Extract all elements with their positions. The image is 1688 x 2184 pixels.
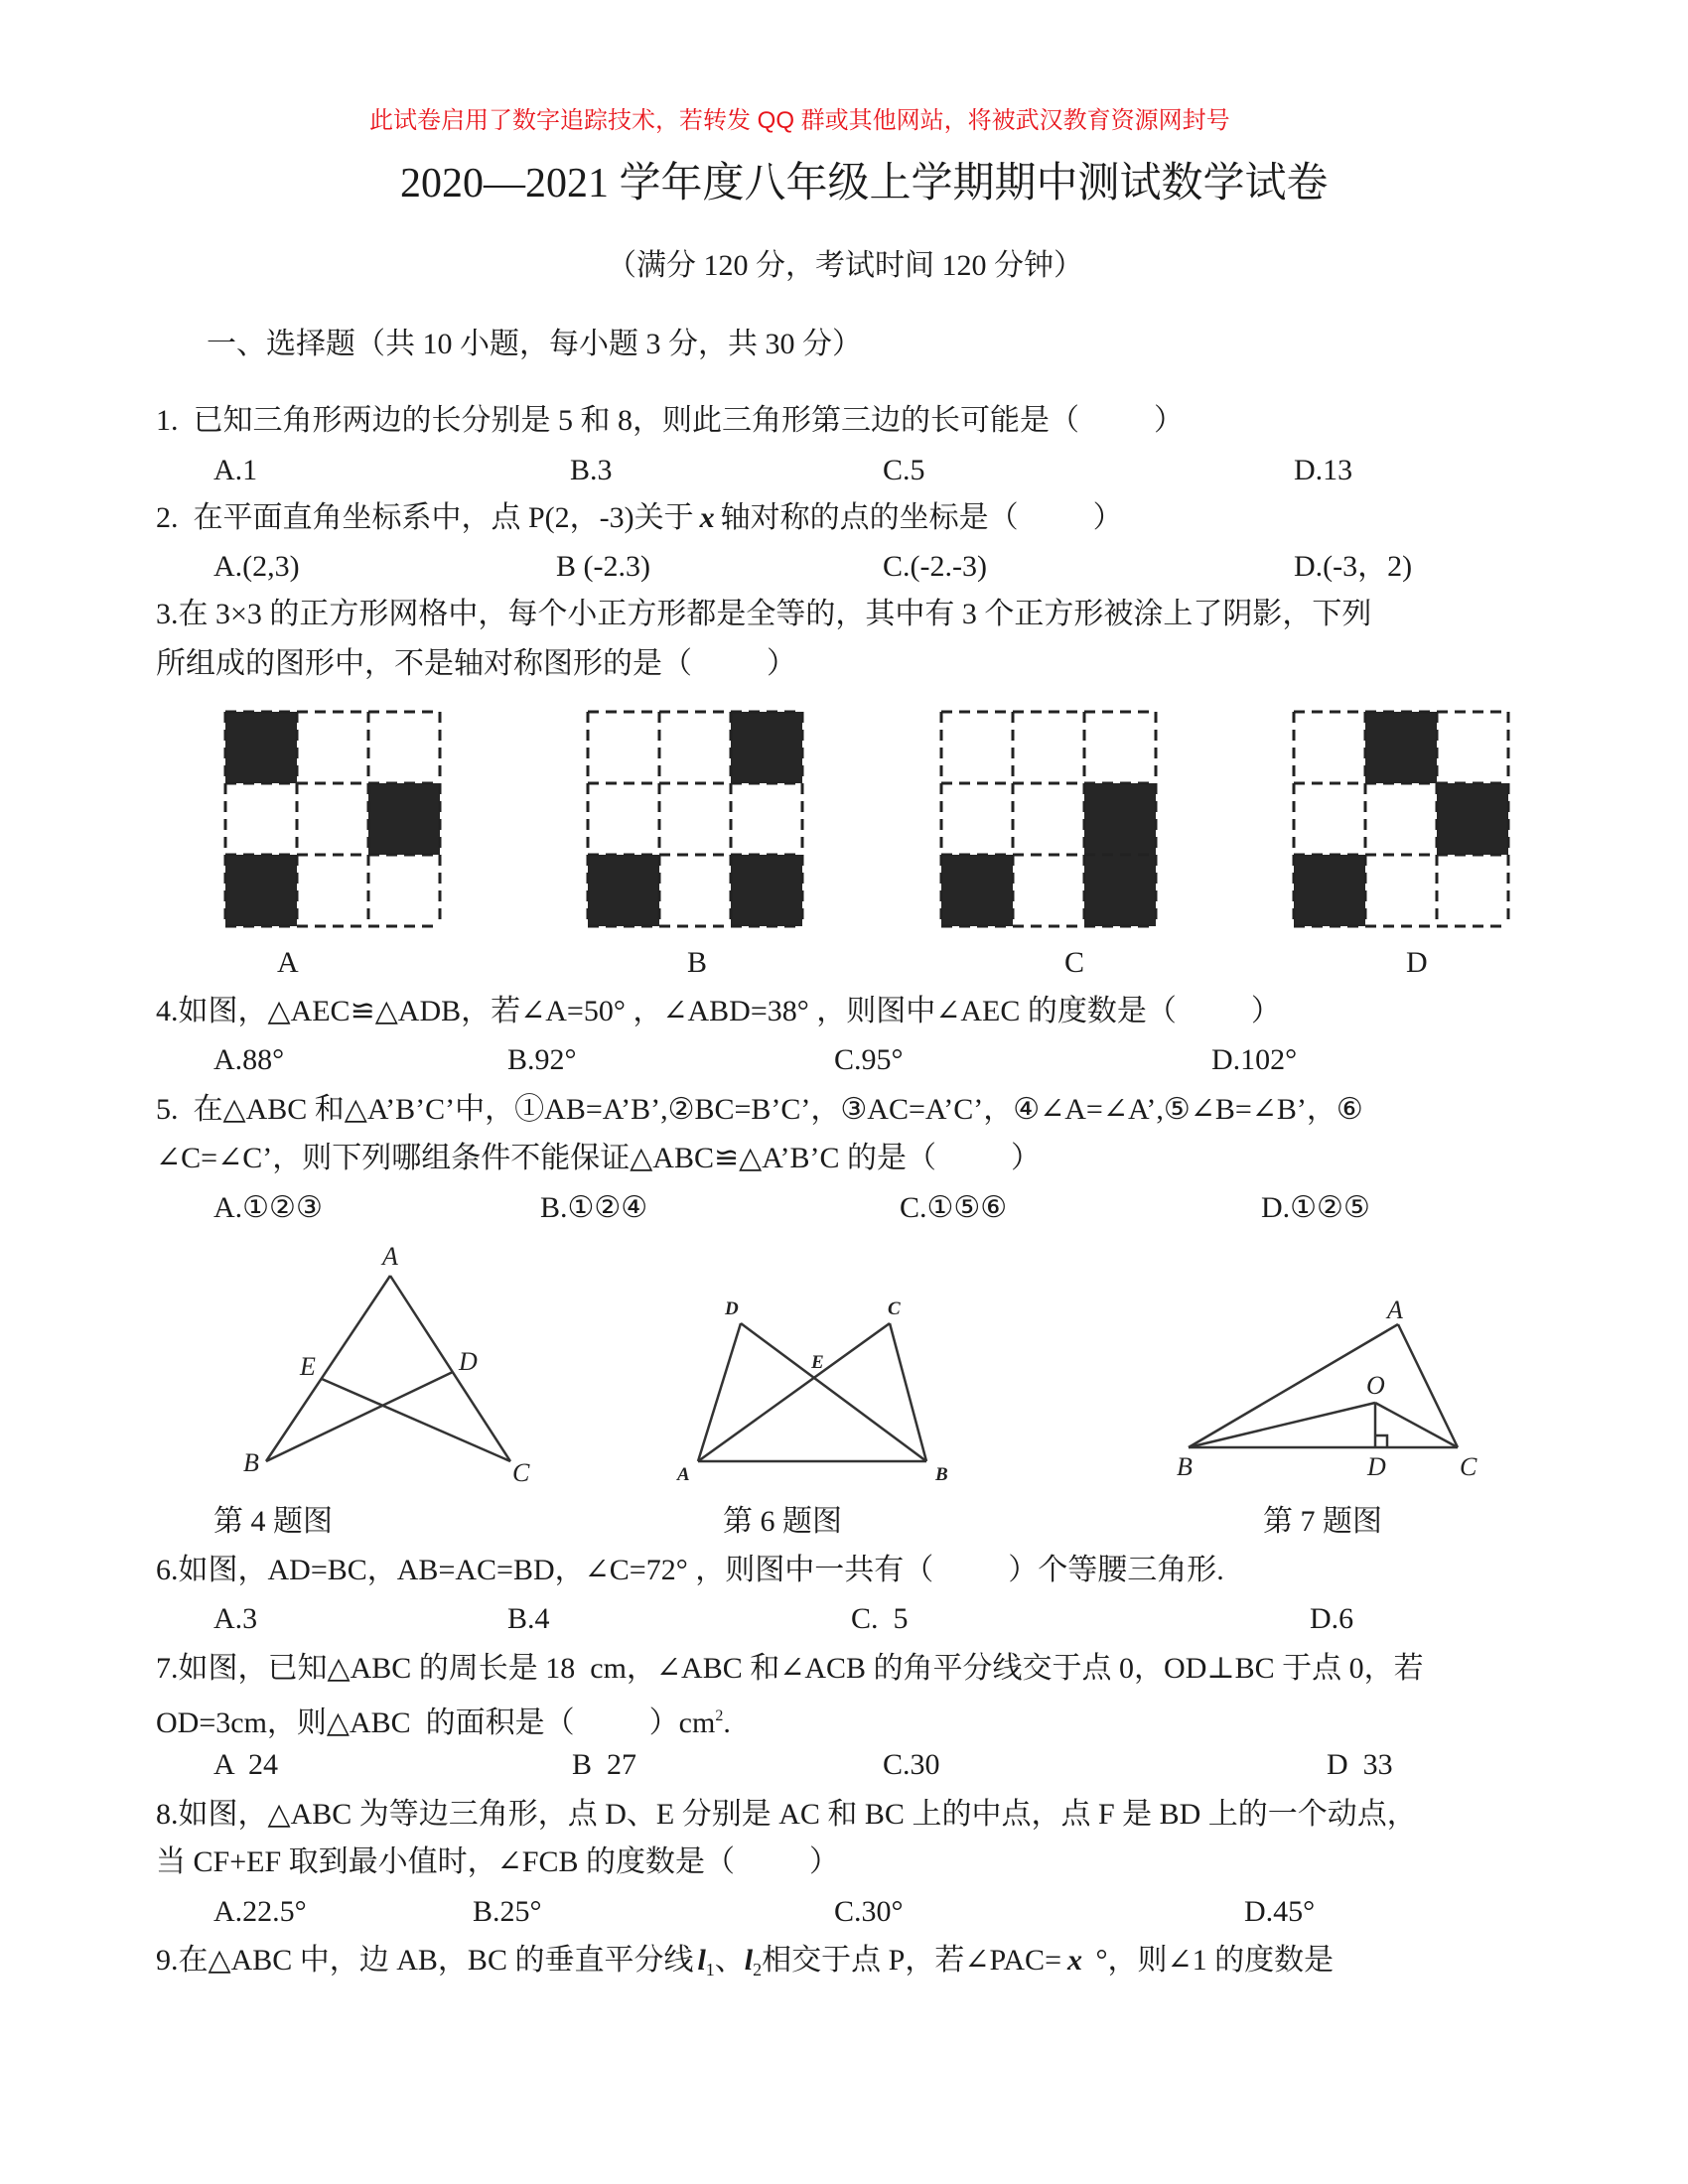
figure-caption-q7: 第 7 题图 xyxy=(1263,1505,1382,1538)
segment-ac xyxy=(698,1323,890,1461)
q8-option-d: D.45° xyxy=(1244,1895,1316,1928)
point-label: B xyxy=(243,1448,259,1477)
q2-stem-post: 轴对称的点的坐标是（ ） xyxy=(720,501,1123,534)
q1-option-b: B.3 xyxy=(570,454,613,486)
q8-option-a: A.22.5° xyxy=(213,1895,307,1928)
q8-option-c: C.30° xyxy=(834,1895,904,1928)
figure-caption-q4: 第 4 题图 xyxy=(213,1505,333,1538)
q1-option-c: C.5 xyxy=(883,454,925,486)
q9-line-l1: l xyxy=(697,1944,706,1977)
q6-option-c: C. 5 xyxy=(851,1602,909,1635)
grid-label-a: A xyxy=(277,946,299,979)
q7-stem-line1: 7.如图，已知△ABC 的周长是 18 cm，∠ABC 和∠ACB 的角平分线交于点 0，OD⊥BC 于点 0，若 xyxy=(156,1652,1424,1685)
segment-bd xyxy=(266,1372,453,1461)
q6-stem: 6.如图，AD=BC，AB=AC=BD，∠C=72° ，则图中一共有（ ）个等腰三角形. xyxy=(156,1554,1224,1586)
q7-stem-line2-text: OD=3cm，则△ABC 的面积是（ ）cm xyxy=(156,1706,716,1739)
q3-stem-line2: 所组成的图形中，不是轴对称图形的是（ ） xyxy=(156,647,796,680)
q8-option-b: B.25° xyxy=(473,1895,542,1928)
segment-bo xyxy=(1189,1403,1375,1447)
q3-stem-line1: 3.在 3×3 的正方形网格中，每个小正方形都是全等的，其中有 3 个正方形被涂上了阴影，下列 xyxy=(156,598,1372,630)
q2-option-b: B (-2.3) xyxy=(556,550,650,583)
figure-q4 xyxy=(243,1242,530,1487)
grid-figure-d xyxy=(1292,710,1510,928)
section-heading: 一、选择题（共 10 小题，每小题 3 分，共 30 分） xyxy=(207,328,862,360)
q6-option-a: A.3 xyxy=(213,1602,258,1635)
q2-stem xyxy=(156,501,1123,535)
tracking-notice: 此试卷启用了数字追踪技术，若转发 QQ 群或其他网站，将被武汉教育资源网封号 xyxy=(369,107,1230,134)
point-label: C xyxy=(1460,1452,1477,1481)
subtitle: （满分 120 分，考试时间 120 分钟） xyxy=(607,249,1083,282)
q1-stem: 1. 已知三角形两边的长分别是 5 和 8，则此三角形第三边的长可能是（ ） xyxy=(156,404,1184,437)
q5-stem-line1: 5. 在△ABC 和△A’B’C’中，①AB=A’B’,②BC=B’C’，③AC=A’C’，④∠A=∠A’,⑤∠B=∠B’，⑥ xyxy=(156,1093,1363,1126)
q9-stem-pre: 9.在△ABC 中，边 AB，BC 的垂直平分线 xyxy=(156,1944,694,1977)
grid-figure-a xyxy=(223,710,442,928)
q9-separator: 、 xyxy=(714,1944,745,1977)
q4-option-b: B.92° xyxy=(507,1043,577,1076)
shaded-cell xyxy=(1084,855,1156,926)
q2-variable: x xyxy=(699,501,715,534)
q4-option-c: C.95° xyxy=(834,1043,904,1076)
segment-ab xyxy=(266,1276,390,1461)
geometry-figures xyxy=(0,1231,1688,1499)
segment-bc xyxy=(890,1323,926,1461)
shaded-cell xyxy=(225,712,297,783)
shaded-cell xyxy=(588,855,659,926)
shaded-cell xyxy=(1437,783,1508,855)
grid-figure-c xyxy=(939,710,1158,928)
q2-option-c: C.(-2.-3) xyxy=(883,550,987,583)
shaded-cell xyxy=(731,712,802,783)
q4-option-d: D.102° xyxy=(1211,1043,1298,1076)
point-label: D xyxy=(459,1347,478,1376)
q6-option-b: B.4 xyxy=(507,1602,550,1635)
point-label: A xyxy=(677,1464,690,1485)
q5-option-c: C.①⑤⑥ xyxy=(900,1191,1008,1224)
q9-stem-mid: 相交于点 P，若∠PAC= xyxy=(762,1944,1061,1977)
q9-line-l2: l xyxy=(744,1944,754,1977)
q4-option-a: A.88° xyxy=(213,1043,285,1076)
q7-option-d: D 33 xyxy=(1327,1748,1393,1781)
shaded-cell xyxy=(368,783,440,855)
q7-stem-line2 xyxy=(156,1700,731,1740)
figure-caption-q6: 第 6 题图 xyxy=(723,1505,842,1538)
q2-stem-pre: 2. 在平面直角坐标系中，点 P(2，-3)关于 xyxy=(156,501,694,534)
q9-stem-post: °，则∠1 的度数是 xyxy=(1088,1944,1335,1977)
segment-ac xyxy=(1398,1324,1458,1447)
q7-stem-line2-end: . xyxy=(723,1706,731,1739)
grid-label-b: B xyxy=(687,946,708,979)
grid-figure-b xyxy=(586,710,804,928)
q5-stem-line2: ∠C=∠C’，则下列哪组条件不能保证△ABC≌△A’B’C 的是（ ） xyxy=(156,1142,1042,1174)
point-label: C xyxy=(512,1458,530,1487)
q9-line-l2-subscript: 2 xyxy=(753,1960,763,1979)
shaded-cell xyxy=(941,855,1013,926)
segment-ac xyxy=(390,1276,510,1461)
segment-bd xyxy=(741,1323,926,1461)
shaded-cell xyxy=(225,855,297,926)
q8-stem-line1: 8.如图，△ABC 为等边三角形，点 D、E 分别是 AC 和 BC 上的中点，点 F 是 BD 上的一个动点， xyxy=(156,1798,1417,1831)
segment-ad xyxy=(698,1323,741,1461)
q2-option-a: A.(2,3) xyxy=(213,550,300,583)
q8-stem-line2: 当 CF+EF 取到最小值时，∠FCB 的度数是（ ） xyxy=(156,1845,839,1878)
q1-option-d: D.13 xyxy=(1294,454,1353,486)
page-title: 2020—2021 学年度八年级上学期期中测试数学试卷 xyxy=(400,161,1329,206)
point-label: B xyxy=(935,1464,948,1485)
shaded-cell xyxy=(1084,783,1156,855)
q9-line-l1-subscript: 1 xyxy=(705,1960,715,1979)
q5-option-d: D.①②⑤ xyxy=(1261,1191,1370,1224)
q7-option-a: A 24 xyxy=(213,1748,279,1781)
point-label: O xyxy=(1366,1371,1385,1400)
q6-option-d: D.6 xyxy=(1310,1602,1354,1635)
shaded-cell xyxy=(1365,712,1437,783)
q1-option-a: A.1 xyxy=(213,454,258,486)
grid-label-c: C xyxy=(1064,946,1085,979)
point-label: D xyxy=(725,1298,739,1319)
figure-q6 xyxy=(676,1298,948,1485)
q5-option-a: A.①②③ xyxy=(213,1191,323,1224)
q7-unit-exponent: 2 xyxy=(715,1707,724,1724)
q9-variable: x xyxy=(1067,1944,1082,1977)
q7-option-c: C.30 xyxy=(883,1748,940,1781)
q2-option-d: D.(-3，2) xyxy=(1294,550,1413,583)
right-angle-mark xyxy=(1375,1435,1387,1447)
point-label: E xyxy=(300,1352,316,1381)
shaded-cell xyxy=(731,855,802,926)
point-label: A xyxy=(1387,1296,1403,1324)
q7-option-b: B 27 xyxy=(572,1748,637,1781)
q5-option-b: B.①②④ xyxy=(540,1191,648,1224)
shaded-cell xyxy=(1294,855,1365,926)
q4-stem: 4.如图，△AEC≌△ADB，若∠A=50° ，∠ABD=38° ，则图中∠AEC 的度数是（ ） xyxy=(156,995,1281,1027)
figure-q7 xyxy=(1177,1296,1477,1481)
grid-label-d: D xyxy=(1406,946,1428,979)
point-label: D xyxy=(1367,1452,1386,1481)
point-label: B xyxy=(1177,1452,1193,1481)
point-label: C xyxy=(888,1298,901,1319)
point-label: A xyxy=(382,1242,398,1271)
q9-stem xyxy=(156,1944,1334,1986)
point-label: E xyxy=(811,1352,824,1373)
